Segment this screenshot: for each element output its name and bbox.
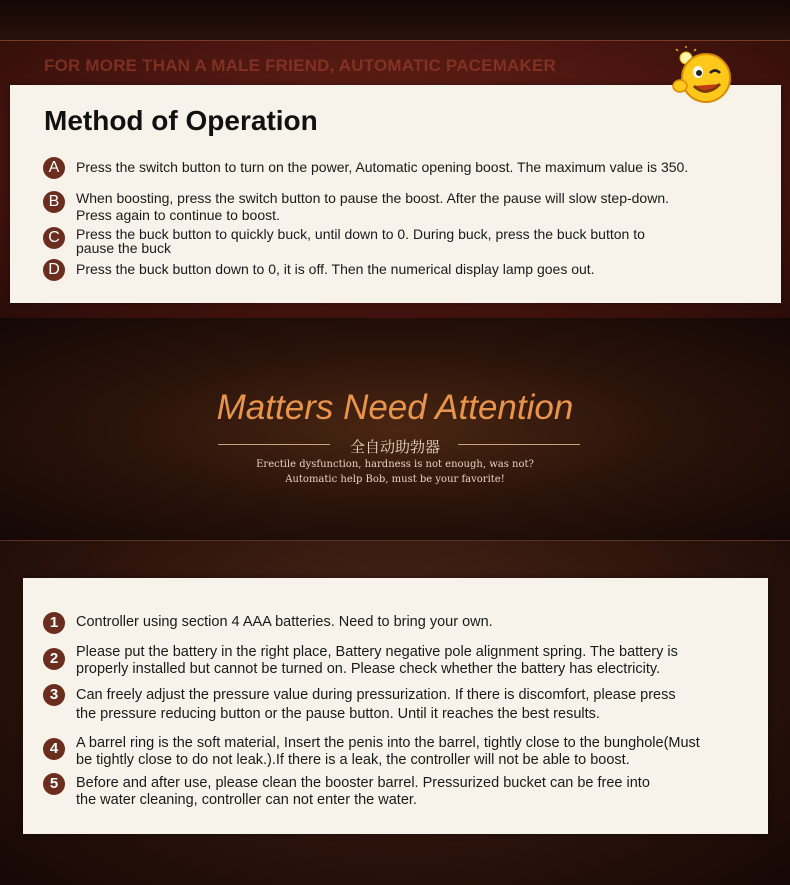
item-number-badge: 5 — [43, 773, 65, 795]
item-text-continued: be tightly close to do not leak.).If there is a leak, the controller will not be able to boost. — [76, 752, 630, 768]
item-number-badge: 3 — [43, 684, 65, 706]
top-band — [0, 0, 790, 40]
item-text: Before and after use, please clean the booster barrel. Pressurized bucket can be free into — [76, 775, 650, 791]
item-text-continued: the pressure reducing button or the pause button. Until it reaches the best results. — [76, 706, 600, 722]
item-text: A barrel ring is the soft material, Insert the penis into the barrel, tightly close to the bunghole(Must — [76, 735, 700, 751]
step-text-continued: Press again to continue to boost. — [76, 207, 280, 223]
item-text-continued: properly installed but cannot be turned on. Please check whether the battery has electricity. — [76, 661, 661, 677]
item-text: Please put the battery in the right place, Battery negative pole alignment spring. The battery is — [76, 644, 678, 660]
item-text: Controller using section 4 AAA batteries. Need to bring your own. — [76, 614, 493, 630]
step-text-continued: pause the buck — [76, 240, 171, 256]
attention-panel — [23, 578, 768, 834]
attention-chinese-subtitle: 全自动助勃器 — [349, 439, 440, 456]
operation-title: Method of Operation — [44, 105, 318, 136]
item-text: Can freely adjust the pressure value during pressurization. If there is discomfort, please press — [76, 687, 676, 703]
step-text: When boosting, press the switch button to pause the boost. After the pause will slow step-down. — [76, 190, 670, 206]
item-number-badge: 2 — [43, 648, 65, 670]
item-number-badge: 4 — [43, 738, 65, 760]
attention-tagline-1: Erectile dysfunction, hardness is not enough, was not? — [256, 459, 534, 470]
attention-tagline-2: Automatic help Bob, must be your favorite! — [285, 474, 505, 485]
attention-header-background — [0, 318, 790, 540]
step-text: Press the buck button down to 0, it is off. Then the numerical display lamp goes out. — [76, 261, 595, 277]
operation-panel — [10, 85, 781, 303]
step-letter-badge: A — [43, 157, 65, 179]
step-letter-badge: C — [43, 227, 65, 249]
banner-ghost-text: FOR MORE THAN A MALE FRIEND, AUTOMATIC PACEMAKER — [44, 56, 557, 75]
item-text-continued: the water cleaning, controller can not enter the water. — [76, 792, 417, 808]
item-number-badge: 1 — [43, 612, 65, 634]
step-text: Press the buck button to quickly buck, until down to 0. During buck, press the buck button to — [76, 226, 645, 242]
step-letter-badge: B — [43, 191, 65, 213]
attention-title: Matters Need Attention — [216, 388, 574, 427]
step-letter-badge: D — [43, 259, 65, 281]
step-text: Press the switch button to turn on the power, Automatic opening boost. The maximum value is 350. — [76, 159, 689, 175]
winking-lightbulb-smiley-icon — [670, 46, 734, 104]
